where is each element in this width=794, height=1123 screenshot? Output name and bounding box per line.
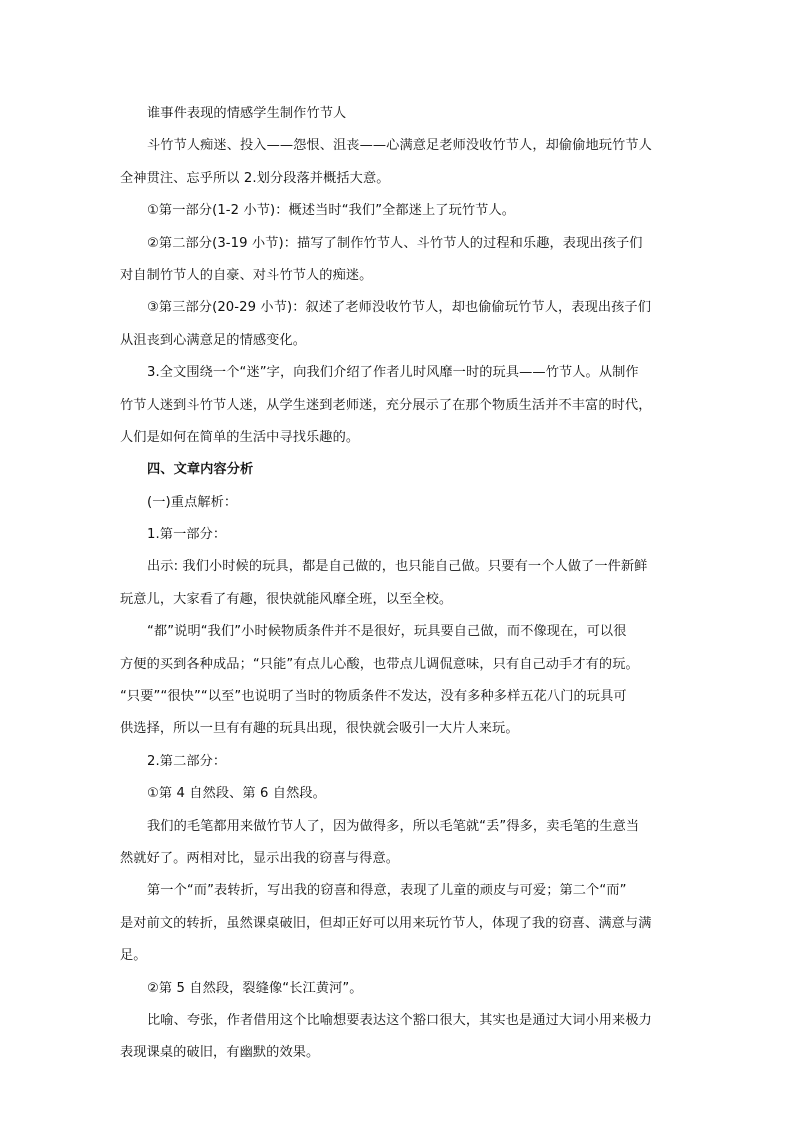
text-line: 供选择，所以一旦有有趣的玩具出现，很快就会吸引一大片人来玩。 — [120, 721, 519, 737]
document-body — [120, 98, 680, 1070]
text-line: 竹节人迷到斗竹节人迷，从学生迷到老师迷，充分展示了在那个物质生活并不丰富的时代， — [120, 397, 652, 413]
text-line: 从沮丧到心满意足的情感变化。 — [120, 332, 307, 348]
text-line: ②第二部分(3-19 小节)：描写了制作竹节人、斗竹节人的过程和乐趣，表现出孩子们 — [147, 235, 643, 251]
text-line: “都”说明“我们”小时候物质条件并不是很好，玩具要自己做，而不像现在，可以很 — [147, 624, 627, 640]
text-line: ①第一部分(1-2 小节)：概述当时“我们”全都迷上了玩竹节人。 — [147, 203, 516, 219]
text-line: 表现课桌的破旧，有幽默的效果。 — [120, 1045, 320, 1061]
text-line: 是对前文的转折，虽然课桌破旧，但却正好可以用来玩竹节人，体现了我的窃喜、满意与满 — [120, 915, 652, 931]
text-line: 比喻、夸张，作者借用这个比喻想要表达这个豁口很大，其实也是通过大词小用来极力 — [147, 1012, 652, 1028]
text-line: 1.第一部分： — [147, 527, 227, 543]
text-line: 人们是如何在简单的生活中寻找乐趣的。 — [120, 429, 360, 445]
text-line: 2.第二部分： — [147, 753, 227, 769]
text-line: ①第 4 自然段、第 6 自然段。 — [147, 786, 326, 802]
text-line: 方便的买到各种成品；“只能”有点儿心酸，也带点儿调侃意味，只有自己动手才有的玩。 — [120, 656, 639, 672]
text-line: ②第 5 自然段，裂缝像“长江黄河”。 — [147, 980, 363, 996]
text-line: ③第三部分(20-29 小节)：叙述了老师没收竹节人，却也偷偷玩竹节人，表现出孩子们 — [147, 300, 652, 316]
section-heading: 四、文章内容分析 — [147, 462, 254, 478]
text-line: 3.全文围绕一个“迷”字，向我们介绍了作者儿时风靡一时的玩具——竹节人。从制作 — [147, 365, 639, 381]
text-line: 全神贯注、忘乎所以 2.划分段落并概括大意。 — [120, 170, 390, 186]
text-line: 第一个“而”表转折，写出我的窃喜和得意，表现了儿童的顽皮与可爱；第二个“而” — [147, 883, 627, 899]
text-line: 然就好了。两相对比，显示出我的窃喜与得意。 — [120, 850, 400, 866]
text-line: 谁事件表现的情感学生制作竹节人 — [147, 106, 347, 121]
text-line: “只要”“很快”“以至”也说明了当时的物质条件不发达，没有多种多样五花八门的玩具可 — [120, 689, 627, 705]
text-line: 我们的毛笔都用来做竹节人了，因为做得多，所以毛笔就“丢”得多，卖毛笔的生意当 — [147, 818, 640, 834]
text-line: 足。 — [120, 948, 147, 964]
text-line: (一)重点解析： — [147, 494, 238, 510]
text-line: 玩意儿，大家看了有趣，很快就能风靡全班，以至全校。 — [120, 591, 453, 607]
text-line: 对自制竹节人的自豪、对斗竹节人的痴迷。 — [120, 267, 373, 283]
text-line: 斗竹节人痴迷、投入——怨恨、沮丧——心满意足老师没收竹节人，却偷偷地玩竹节人 — [147, 138, 652, 154]
text-line: 出示: 我们小时候的玩具，都是自己做的，也只能自己做。只要有一个人做了一件新鲜 — [147, 559, 648, 575]
